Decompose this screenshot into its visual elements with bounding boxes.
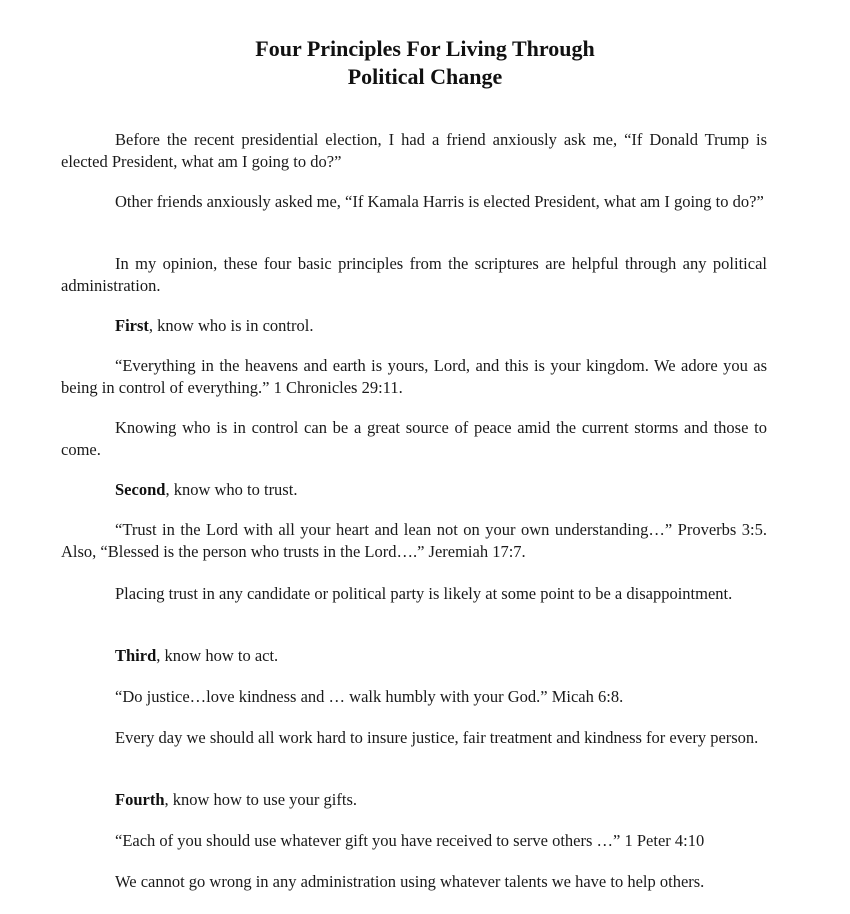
paragraph-friend-trump: Before the recent presidential election, I had a friend anxiously ask me, “If Donald Trump is elected President, what am I going to do?” (61, 130, 767, 171)
paragraph-control-peace: Knowing who is in control can be a great source of peace amid the current storms and those to come. (61, 418, 767, 459)
second-principle-text: , know who to trust. (165, 480, 298, 499)
paragraph-fourth-principle (61, 789, 767, 811)
document-title-line-2: Political Change (347, 64, 503, 89)
third-label: Third (115, 646, 157, 665)
first-principle-text: , know who is in control. (148, 316, 314, 335)
paragraph-proverbs-quote: “Trust in the Lord with all your heart and lean not on your own understanding…” Proverbs 3:5. Also, “Blessed is the person who trusts in the Lord….” Jeremiah 17:7. (61, 520, 767, 561)
paragraph-talents-conclusion: We cannot go wrong in any administration using whatever talents we have to help others. (115, 872, 705, 891)
fourth-label: Fourth (115, 790, 165, 809)
paragraph-peter-quote: “Each of you should use whatever gift you have received to serve others …” 1 Peter 4:10 (115, 831, 705, 850)
paragraph-micah-quote: “Do justice…love kindness and … walk humbly with your God.” Micah 6:8. (115, 687, 624, 706)
fourth-principle-text: , know how to use your gifts. (164, 790, 357, 809)
paragraph-second-principle (61, 479, 767, 501)
paragraph-trust-disappointment: Placing trust in any candidate or political party is likely at some point to be a disappointment. (115, 584, 733, 603)
paragraph-first-principle (61, 315, 767, 337)
paragraph-friends-harris: Other friends anxiously asked me, “If Kamala Harris is elected President, what am I going to do?” (115, 192, 764, 211)
first-label: First (115, 316, 149, 335)
paragraph-third-principle (61, 645, 767, 667)
paragraph-chronicles-quote: “Everything in the heavens and earth is yours, Lord, and this is your kingdom. We adore you as being in control of everything.” 1 Chronicles 29:11. (61, 356, 767, 397)
document-title-line-1: Four Principles For Living Through (255, 36, 595, 61)
third-principle-text: , know how to act. (156, 646, 279, 665)
paragraph-justice-kindness: Every day we should all work hard to insure justice, fair treatment and kindness for every person. (115, 728, 759, 747)
paragraph-four-principles-intro: In my opinion, these four basic principles from the scriptures are helpful through any political administration. (61, 254, 767, 295)
second-label: Second (115, 480, 166, 499)
